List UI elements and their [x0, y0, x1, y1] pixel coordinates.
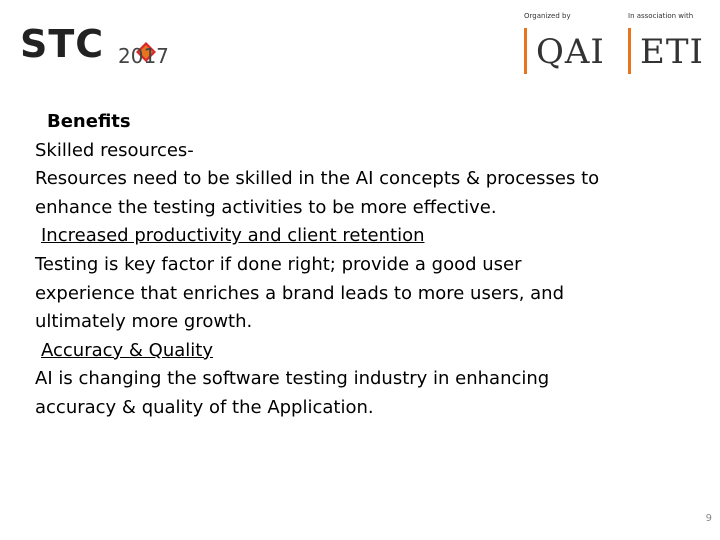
stc-logo-text: STC: [20, 22, 105, 66]
eti-logo: ETI: [640, 32, 704, 72]
productivity-line-1: Testing is key factor if done right; provide a good user: [35, 253, 522, 275]
productivity-line-3: ultimately more growth.: [35, 311, 253, 333]
accuracy-line-2: accuracy & quality of the Application.: [35, 396, 374, 418]
qai-logo: QAI: [536, 32, 605, 72]
page-number: 9: [705, 513, 712, 524]
organizer-divider: [524, 28, 527, 74]
productivity-heading: Increased productivity and client retention: [41, 225, 425, 247]
stc-logo-year: 2017: [118, 44, 169, 68]
skilled-resources-line-2: enhance the testing activities to be more effective.: [35, 196, 497, 218]
skilled-resources-line-1: Resources need to be skilled in the AI concepts & processes to: [35, 168, 600, 190]
productivity-heading-row: [35, 222, 695, 251]
accuracy-heading-row: [35, 337, 695, 366]
skilled-resources-heading: Skilled resources-: [35, 139, 194, 161]
accuracy-heading: Accuracy & Quality: [41, 339, 213, 361]
association-label: In association with: [628, 12, 694, 20]
stc-2017-logo: [20, 22, 180, 66]
slide-body: [35, 108, 695, 423]
benefits-heading: Benefits: [47, 111, 131, 132]
organizer-label: Organized by: [524, 12, 571, 20]
association-divider: [628, 28, 631, 74]
accuracy-line-1: AI is changing the software testing industry in enhancing: [35, 368, 550, 390]
productivity-line-2: experience that enriches a brand leads to more users, and: [35, 282, 565, 304]
